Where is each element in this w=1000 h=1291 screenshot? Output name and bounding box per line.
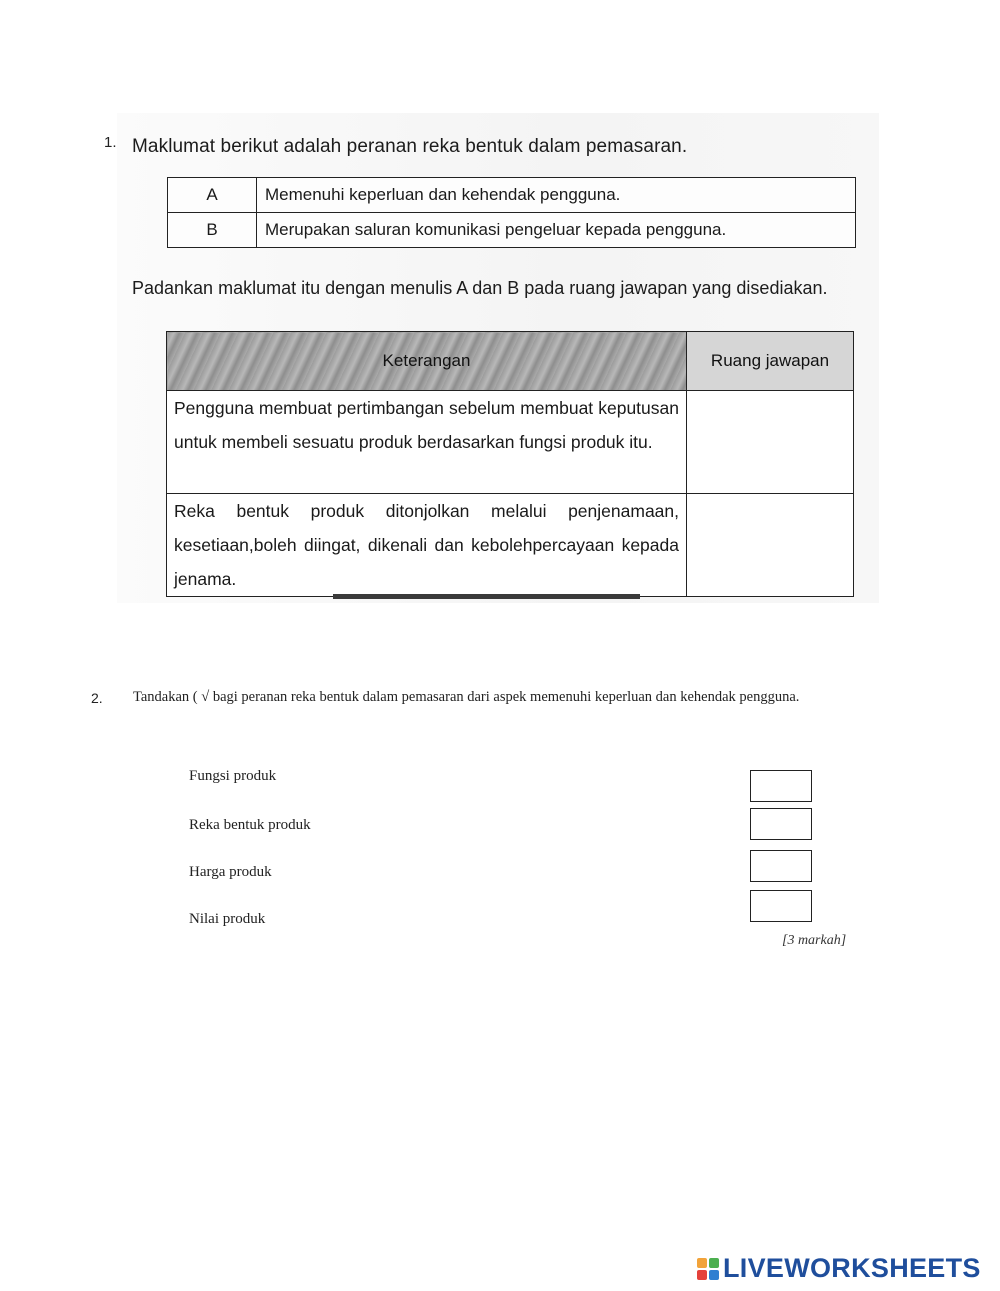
row-description: Reka bentuk produk ditonjolkan melalui penjenamaan, kesetiaan,boleh diingat, dikenali dan kebolehpercayaan kepada jenama. (167, 494, 687, 597)
info-row (168, 213, 856, 248)
answer-cell[interactable] (687, 494, 854, 597)
question-1-instruction: Padankan maklumat itu dengan menulis A dan B pada ruang jawapan yang disediakan. (132, 278, 828, 298)
option-label: Fungsi produk (189, 768, 277, 784)
scan-edge-bar (333, 594, 640, 599)
info-text: Merupakan saluran komunikasi pengeluar kepada pengguna. (257, 213, 856, 248)
option-label: Nilai produk (189, 911, 266, 927)
table-row (167, 391, 854, 494)
logo-text: LIVEWORKSHEETS (723, 1253, 981, 1283)
logo-square (697, 1270, 707, 1280)
logo-square (697, 1258, 707, 1268)
checkbox-harga-produk[interactable] (750, 850, 812, 882)
liveworksheets-logo (697, 1253, 981, 1284)
marks-label: [3 markah] (782, 933, 847, 948)
matching-table-header (167, 332, 854, 391)
option-label: Reka bentuk produk (189, 817, 311, 833)
header-keterangan: Keterangan (167, 332, 687, 391)
logo-square (709, 1258, 719, 1268)
logo-icon (697, 1258, 719, 1280)
question-1-number: 1. (104, 134, 117, 151)
info-table (167, 177, 856, 248)
info-text: Memenuhi keperluan dan kehendak pengguna. (257, 178, 856, 213)
question-1-prompt: Maklumat berikut adalah peranan reka bentuk dalam pemasaran. (132, 136, 688, 157)
info-key: A (168, 178, 257, 213)
info-key: B (168, 213, 257, 248)
checkbox-fungsi-produk[interactable] (750, 770, 812, 802)
header-ruang-jawapan: Ruang jawapan (687, 332, 854, 391)
checkbox-reka-bentuk-produk[interactable] (750, 808, 812, 840)
row-description: Pengguna membuat pertimbangan sebelum membuat keputusan untuk membeli sesuatu produk berdasarkan fungsi produk itu. (167, 391, 687, 494)
option-label: Harga produk (189, 864, 272, 880)
checkbox-nilai-produk[interactable] (750, 890, 812, 922)
question-2-prompt: Tandakan ( √ bagi peranan reka bentuk dalam pemasaran dari aspek memenuhi keperluan dan kehendak pengguna. (133, 689, 800, 705)
answer-cell[interactable] (687, 391, 854, 494)
table-row (167, 494, 854, 597)
question-2-number: 2. (91, 690, 103, 706)
logo-square (709, 1270, 719, 1280)
matching-table (166, 331, 854, 597)
info-row (168, 178, 856, 213)
